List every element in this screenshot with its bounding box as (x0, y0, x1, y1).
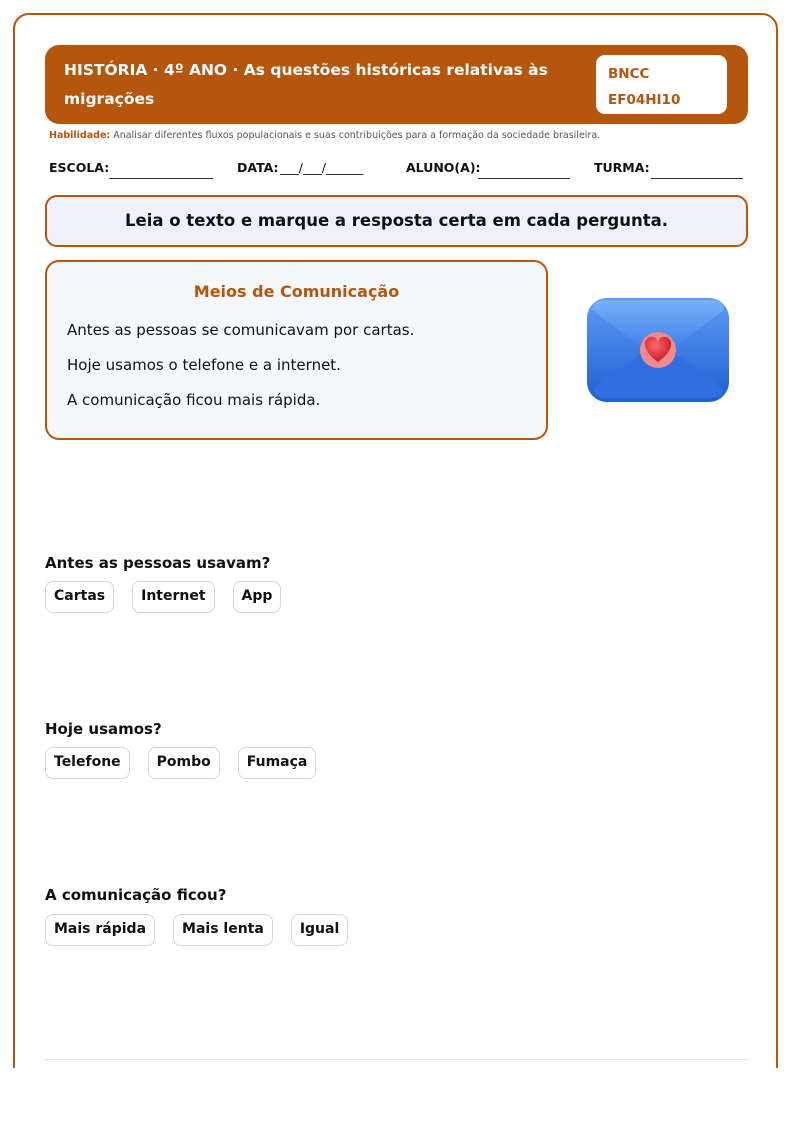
reading-title: Meios de Comunicação (193, 282, 400, 301)
school-label: ESCOLA: (49, 160, 110, 175)
option-button[interactable]: Igual (291, 914, 348, 946)
date-field[interactable]: ___/___/______ (280, 160, 364, 175)
class-label: TURMA: (594, 160, 650, 175)
option-button[interactable]: Mais lenta (173, 914, 273, 946)
instruction-banner: Leia o texto e marque a resposta certa em cada pergunta. (45, 195, 748, 247)
bncc-badge (596, 55, 727, 114)
option-button[interactable]: Cartas (45, 581, 114, 613)
header-banner (45, 45, 748, 124)
question-2: Hoje usamos? (45, 720, 162, 738)
skill-text: Analisar diferentes fluxos populacionais e suas contribuições para a formação da sociedade brasileira. (113, 130, 601, 141)
option-button[interactable]: Pombo (148, 747, 220, 779)
class-field[interactable] (651, 178, 743, 179)
option-button[interactable]: Fumaça (238, 747, 317, 779)
school-field[interactable] (109, 178, 213, 179)
skill-label: Habilidade: (49, 130, 111, 141)
option-button[interactable]: Internet (132, 581, 214, 613)
reading-card (45, 260, 548, 440)
page-title: HISTÓRIA · 4º ANO · As questões históricas relativas às migrações (64, 61, 548, 108)
page-cutoff (0, 1068, 791, 1131)
question-3-options (45, 914, 348, 946)
question-1: Antes as pessoas usavam? (45, 554, 271, 572)
reading-line-2: Hoje usamos o telefone e a internet. (67, 356, 341, 374)
option-button[interactable]: Mais rápida (45, 914, 155, 946)
reading-line-1: Antes as pessoas se comunicavam por cartas. (67, 321, 415, 339)
footer-divider (45, 1059, 748, 1060)
question-3: A comunicação ficou? (45, 886, 227, 904)
student-field[interactable] (478, 178, 570, 179)
option-button[interactable]: App (233, 581, 282, 613)
reading-line-3: A comunicação ficou mais rápida. (67, 391, 321, 409)
student-label: ALUNO(A): (406, 160, 481, 175)
question-1-options (45, 581, 281, 613)
option-button[interactable]: Telefone (45, 747, 130, 779)
bncc-code: EF04HI10 (608, 92, 681, 108)
worksheet-page (13, 13, 778, 1131)
skill-description (49, 130, 600, 141)
envelope-heart-icon (584, 292, 732, 408)
date-label: DATA: (237, 160, 279, 175)
question-2-options (45, 747, 316, 779)
bncc-label: BNCC (608, 66, 650, 82)
